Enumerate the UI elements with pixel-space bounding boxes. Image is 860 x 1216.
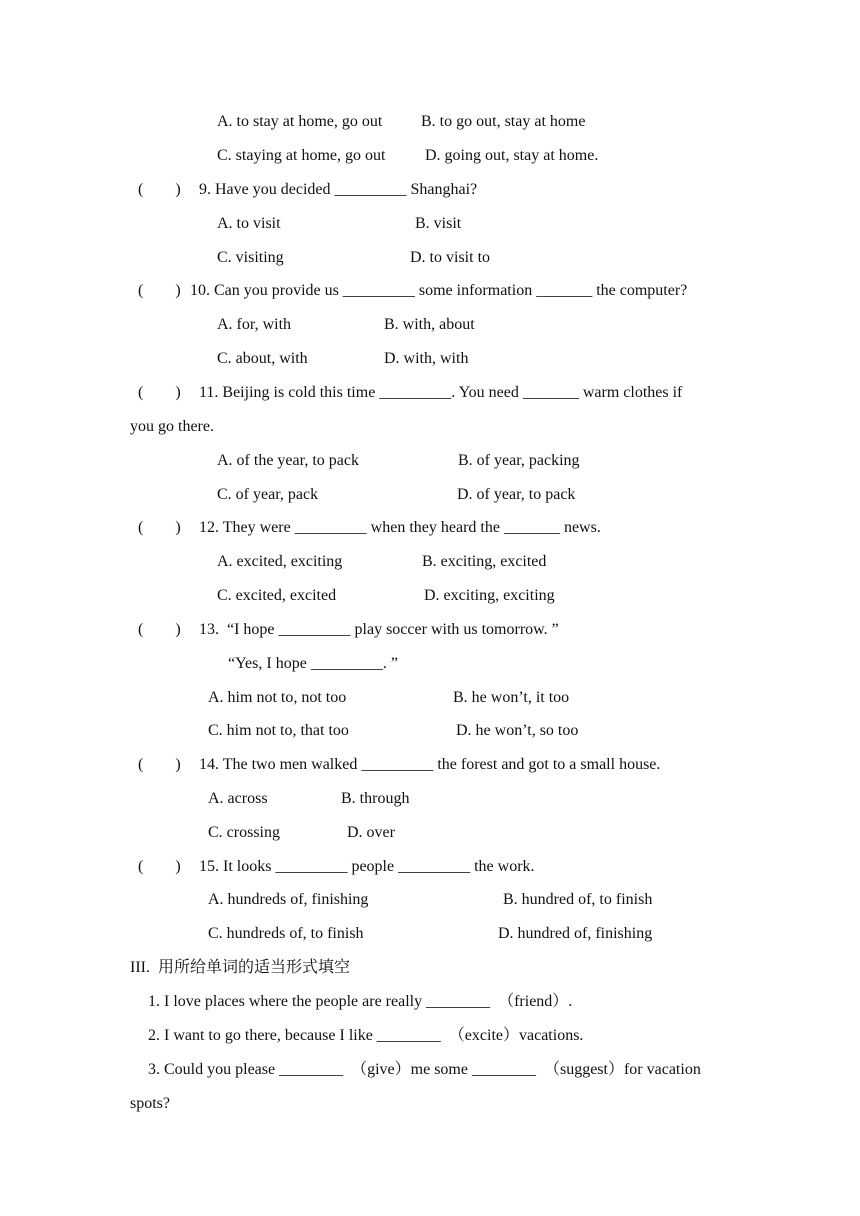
q13-option-b: B. he won’t, it too: [453, 689, 570, 706]
question-13-stem: 13. “I hope _________ play soccer with us tomorrow. ”: [199, 621, 559, 638]
fill-item-1: 1. I love places where the people are really ________ （friend）.: [148, 993, 573, 1010]
q9-option-a: A. to visit: [217, 215, 281, 232]
q8-option-b: B. to go out, stay at home: [421, 113, 586, 130]
answer-paren: ( ): [138, 384, 181, 401]
q9-option-d: D. to visit to: [410, 249, 491, 266]
section-3-title: III. 用所给单词的适当形式填空: [130, 959, 350, 976]
question-15-stem: 15. It looks _________ people _________ the work.: [199, 858, 535, 875]
question-12-stem: 12. They were _________ when they heard the _______ news.: [199, 519, 601, 536]
q12-option-a: A. excited, exciting: [217, 553, 343, 570]
q14-option-d: D. over: [347, 824, 395, 841]
answer-paren: ( ): [138, 621, 181, 638]
q11-option-b: B. of year, packing: [458, 452, 580, 469]
question-14-stem: 14. The two men walked _________ the forest and got to a small house.: [199, 756, 661, 773]
answer-paren: ( ): [138, 181, 181, 198]
q8-option-c: C. staying at home, go out: [217, 147, 386, 164]
q12-option-b: B. exciting, excited: [422, 553, 547, 570]
q10-option-c: C. about, with: [217, 350, 308, 367]
q10-option-a: A. for, with: [217, 316, 292, 333]
q12-option-c: C. excited, excited: [217, 587, 337, 604]
q15-option-d: D. hundred of, finishing: [498, 925, 653, 942]
answer-paren: ( ): [138, 519, 181, 536]
q14-option-c: C. crossing: [208, 824, 280, 841]
q11-option-c: C. of year, pack: [217, 486, 319, 503]
answer-paren: ( ): [138, 756, 181, 773]
fill-item-3: 3. Could you please ________ （give）me some ________ （suggest）for vacation: [148, 1061, 701, 1078]
q13-option-d: D. he won’t, so too: [456, 722, 579, 739]
question-9-stem: 9. Have you decided _________ Shanghai?: [199, 181, 478, 198]
question-10-stem: 10. Can you provide us _________ some information _______ the computer?: [190, 282, 688, 299]
q11-option-a: A. of the year, to pack: [217, 452, 359, 469]
q14-option-b: B. through: [341, 790, 410, 807]
answer-paren: ( ): [138, 858, 181, 875]
q11-option-d: D. of year, to pack: [457, 486, 576, 503]
fill-item-3-continued: spots?: [130, 1095, 170, 1112]
q8-option-a: A. to stay at home, go out: [217, 113, 383, 130]
q9-option-c: C. visiting: [217, 249, 284, 266]
q10-option-d: D. with, with: [384, 350, 469, 367]
q13-option-a: A. him not to, not too: [208, 689, 347, 706]
q14-option-a: A. across: [208, 790, 268, 807]
question-11-stem: 11. Beijing is cold this time _________. You need _______ warm clothes if: [199, 384, 683, 401]
q15-option-b: B. hundred of, to finish: [503, 891, 653, 908]
q15-option-c: C. hundreds of, to finish: [208, 925, 364, 942]
q15-option-a: A. hundreds of, finishing: [208, 891, 369, 908]
question-13-stem-continued: “Yes, I hope _________. ”: [228, 655, 398, 672]
q13-option-c: C. him not to, that too: [208, 722, 349, 739]
q10-option-b: B. with, about: [384, 316, 475, 333]
q8-option-d: D. going out, stay at home.: [425, 147, 599, 164]
fill-item-2: 2. I want to go there, because I like ________ （excite）vacations.: [148, 1027, 584, 1044]
q12-option-d: D. exciting, exciting: [424, 587, 555, 604]
question-11-stem-continued: you go there.: [130, 418, 214, 435]
answer-paren: ( ): [138, 282, 181, 299]
q9-option-b: B. visit: [415, 215, 462, 232]
